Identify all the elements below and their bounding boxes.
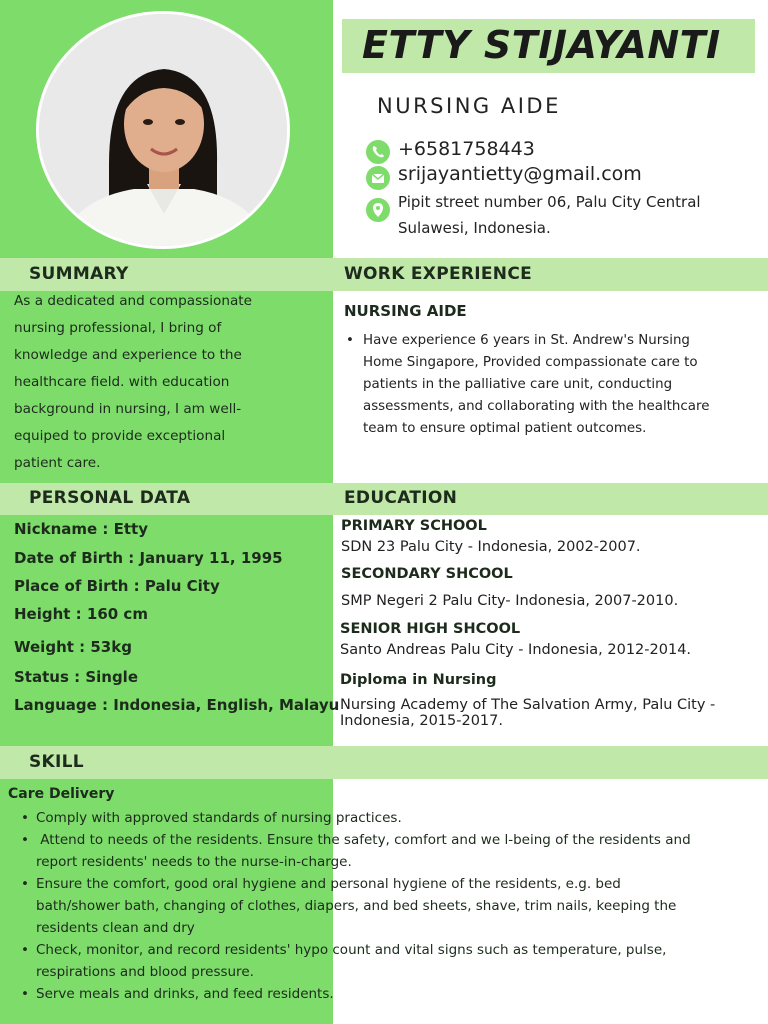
skill-line: bath/shower bath, changing of clothes, diapers, and bed sheets, shave, trim nails, keeping the xyxy=(36,898,677,914)
skill-band xyxy=(0,746,768,779)
education-detail: SDN 23 Palu City - Indonesia, 2002-2007. xyxy=(341,539,641,555)
address-line-2: Sulawesi, Indonesia. xyxy=(398,219,551,237)
skill-item xyxy=(18,983,758,1005)
name-banner xyxy=(342,19,755,73)
personal-date-of-birth: Date of Birth : January 11, 1995 xyxy=(14,549,283,567)
address-line-1: Pipit street number 06, Palu City Central xyxy=(398,193,701,211)
location-pin-icon xyxy=(366,198,390,222)
skill-line: report residents' needs to the nurse-in-charge. xyxy=(36,854,352,870)
summary-work-band xyxy=(0,258,768,291)
education-detail xyxy=(340,697,715,729)
work-experience-heading: WORK EXPERIENCE xyxy=(344,264,533,284)
education-detail-line: Nursing Academy of The Salvation Army, Palu City - xyxy=(340,697,716,713)
personal-data-heading: PERSONAL DATA xyxy=(29,488,191,508)
education-title: SENIOR HIGH SHCOOL xyxy=(340,621,521,637)
skill-line: • Serve meals and drinks, and feed residents. xyxy=(36,986,334,1002)
skill-line: • Check, monitor, and record residents' hypo count and vital signs such as temperature, pulse, xyxy=(36,942,667,958)
phone-number: +6581758443 xyxy=(398,138,535,160)
summary-text xyxy=(14,288,324,477)
skill-line: respirations and blood pressure. xyxy=(36,964,254,980)
profile-photo xyxy=(39,14,287,246)
email-icon xyxy=(366,166,390,190)
summary-line: patient care. xyxy=(14,455,101,471)
work-line: team to ensure optimal patient outcomes. xyxy=(363,421,647,436)
personal-place-of-birth: Place of Birth : Palu City xyxy=(14,577,220,595)
summary-line: equiped to provide exceptional xyxy=(14,428,226,444)
skill-line: residents clean and dry xyxy=(36,920,195,936)
personal-nickname: Nickname : Etty xyxy=(14,520,148,538)
summary-line: healthcare field. with education xyxy=(14,374,230,390)
skill-item xyxy=(18,807,758,829)
education-detail-line: Indonesia, 2015-2017. xyxy=(340,713,503,729)
education-title: SECONDARY SHCOOL xyxy=(341,566,513,582)
skill-line: • Comply with approved standards of nursing practices. xyxy=(36,810,402,826)
skill-item xyxy=(18,873,758,939)
job-title: NURSING AIDE xyxy=(377,94,561,118)
personal-language: Language : Indonesia, English, Malayu xyxy=(14,696,340,714)
summary-line: As a dedicated and compassionate xyxy=(14,293,252,309)
skill-line: • Attend to needs of the residents. Ensure the safety, comfort and we l-being of the residents and xyxy=(36,832,691,848)
candidate-name: ETTY STIJAYANTI xyxy=(362,23,721,67)
summary-line: nursing professional, I bring of xyxy=(14,320,222,336)
skill-heading: SKILL xyxy=(29,752,84,772)
education-heading: EDUCATION xyxy=(344,488,458,508)
education-detail: Santo Andreas Palu City - Indonesia, 2012-2014. xyxy=(340,642,692,658)
skill-subheading: Care Delivery xyxy=(8,786,115,802)
skill-line: • Ensure the comfort, good oral hygiene and personal hygiene of the residents, e.g. bed xyxy=(36,876,621,892)
email-address: srijayantietty@gmail.com xyxy=(398,163,642,185)
personal-status: Status : Single xyxy=(14,668,138,686)
education-detail: SMP Negeri 2 Palu City- Indonesia, 2007-2010. xyxy=(341,593,679,609)
work-experience-bullet xyxy=(346,330,756,440)
work-line: Home Singapore, Provided compassionate care to xyxy=(363,355,698,370)
skill-list xyxy=(18,807,758,1005)
phone-icon xyxy=(366,140,390,164)
summary-line: knowledge and experience to the xyxy=(14,347,242,363)
work-line: assessments, and collaborating with the healthcare xyxy=(363,399,710,414)
bullet-marker: • xyxy=(346,333,354,348)
work-line: patients in the palliative care unit, conducting xyxy=(363,377,673,392)
skill-item xyxy=(18,829,758,873)
education-title: Diploma in Nursing xyxy=(340,672,497,688)
personal-height: Height : 160 cm xyxy=(14,605,148,623)
skill-item xyxy=(18,939,758,983)
work-role-title: NURSING AIDE xyxy=(344,302,467,320)
education-title: PRIMARY SCHOOL xyxy=(341,518,487,534)
personal-weight: Weight : 53kg xyxy=(14,638,132,656)
summary-line: background in nursing, I am well- xyxy=(14,401,242,417)
summary-heading: SUMMARY xyxy=(29,264,129,284)
personal-education-band xyxy=(0,483,768,515)
work-line: Have experience 6 years in St. Andrew's Nursing xyxy=(363,333,690,348)
